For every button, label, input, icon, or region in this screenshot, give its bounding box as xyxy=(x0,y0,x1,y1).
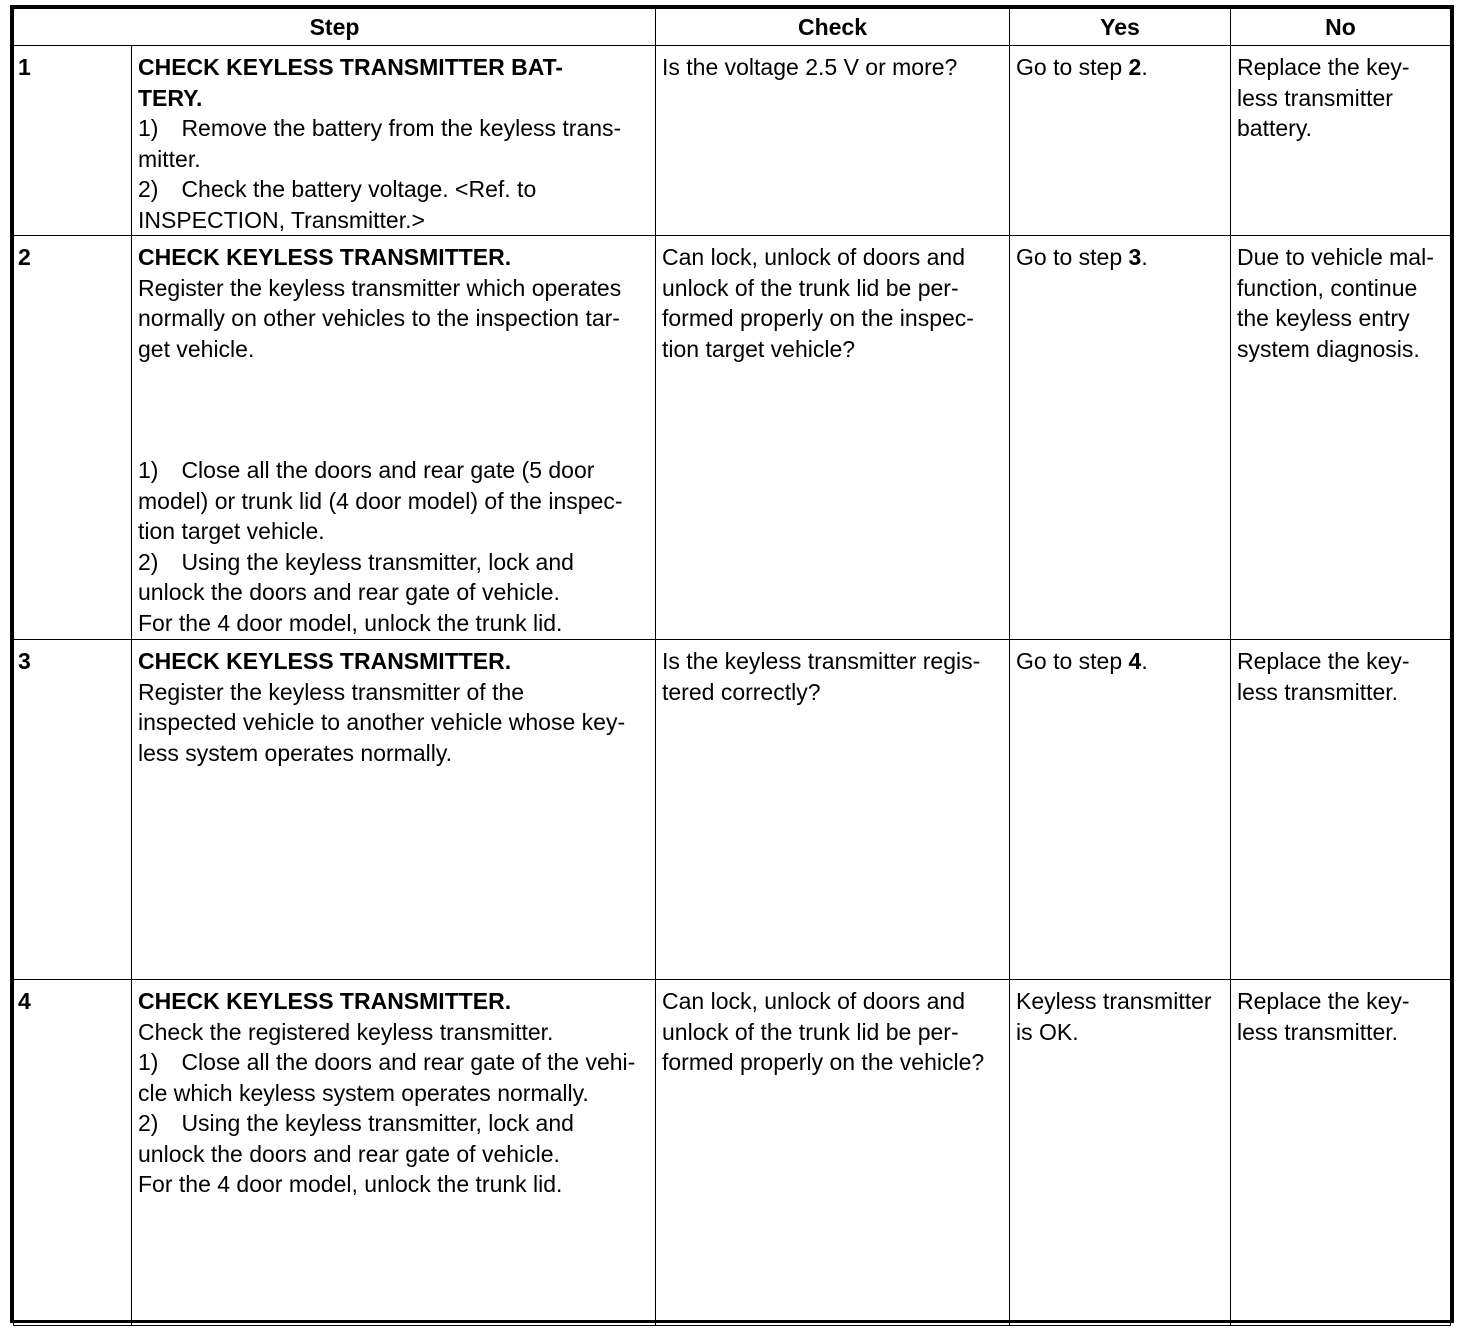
step-number-cell xyxy=(14,980,132,1326)
no-text-line: Due to vehicle mal- xyxy=(1237,244,1434,270)
no-text-line: less transmitter. xyxy=(1237,678,1399,705)
yes-text: Go to step xyxy=(1016,648,1129,674)
yes-step-ref: 3 xyxy=(1128,244,1142,270)
yes-cell xyxy=(1010,980,1231,1326)
step-text-line: normally on other vehicles to the inspection tar- xyxy=(138,305,620,331)
no-text-line: the keyless entry xyxy=(1237,305,1410,331)
step-text-line: 2) Using the keyless transmitter, lock and xyxy=(138,548,574,575)
step-text-line: For the 4 door model, unlock the trunk lid. xyxy=(138,609,563,636)
step-number: 1 xyxy=(18,54,31,80)
step-text-line: For the 4 door model, unlock the trunk lid. xyxy=(138,1171,563,1197)
check-text-line: unlock of the trunk lid be per- xyxy=(662,1018,959,1045)
step-text-line: model) or trunk lid (4 door model) of the inspec- xyxy=(138,487,623,514)
step-text-line: 2) Check the battery voltage. <Ref. to xyxy=(138,176,537,202)
step-text-line: tion target vehicle. xyxy=(138,518,325,544)
step-description-cell xyxy=(132,980,656,1326)
check-text-line: formed properly on the inspec- xyxy=(662,305,974,331)
check-text-line: Is the keyless transmitter regis- xyxy=(662,648,981,674)
step-title: CHECK KEYLESS TRANSMITTER. xyxy=(138,648,512,674)
no-text-line: Replace the key- xyxy=(1237,54,1410,80)
check-text-line: unlock of the trunk lid be per- xyxy=(662,274,959,301)
diagnosis-table-frame xyxy=(10,5,1454,1323)
step-text-line: 2) Using the keyless transmitter, lock and xyxy=(138,1110,574,1136)
no-cell xyxy=(1231,46,1451,236)
step-text-line: unlock the doors and rear gate of vehicle. xyxy=(138,579,560,605)
step-text-line: cle which keyless system operates normally. xyxy=(138,1079,589,1106)
check-cell xyxy=(656,46,1010,236)
check-text-line: Is the voltage 2.5 V or more? xyxy=(662,54,958,80)
step-text-line: 1) Close all the doors and rear gate of the vehi- xyxy=(138,1049,636,1075)
step-text-line: Register the keyless transmitter which operates xyxy=(138,274,622,301)
yes-step-ref: 2 xyxy=(1128,54,1142,80)
step-description-cell xyxy=(132,46,656,236)
table-header-row xyxy=(14,9,1451,46)
no-cell xyxy=(1231,640,1451,980)
check-cell xyxy=(656,236,1010,640)
step-text-line: 1) Remove the battery from the keyless trans- xyxy=(138,115,622,141)
step-text-line: 1) Close all the doors and rear gate (5 door xyxy=(138,457,595,483)
step-description-cell xyxy=(132,640,656,980)
header-yes: Yes xyxy=(1010,9,1231,46)
step-text-line: mitter. xyxy=(138,145,201,172)
yes-text: Go to step xyxy=(1016,244,1129,270)
no-cell xyxy=(1231,980,1451,1326)
step-title: CHECK KEYLESS TRANSMITTER. xyxy=(138,244,512,270)
no-text-line: system diagnosis. xyxy=(1237,335,1420,362)
check-text-line: formed properly on the vehicle? xyxy=(662,1049,985,1075)
no-text-line: Replace the key- xyxy=(1237,648,1410,674)
no-cell xyxy=(1231,236,1451,640)
yes-step-ref: 4 xyxy=(1128,648,1142,674)
yes-cell xyxy=(1010,236,1231,640)
no-text-line: function, continue xyxy=(1237,274,1418,301)
check-text-line: tion target vehicle? xyxy=(662,335,856,362)
step-number: 4 xyxy=(18,988,31,1014)
yes-cell xyxy=(1010,640,1231,980)
step-text-line: Check the registered keyless transmitter. xyxy=(138,1018,554,1045)
header-step: Step xyxy=(14,9,656,46)
no-text-line: less transmitter xyxy=(1237,84,1393,111)
no-text-line: less transmitter. xyxy=(1237,1018,1399,1045)
yes-text-suffix: . xyxy=(1141,648,1148,674)
step-number-cell xyxy=(14,46,132,236)
check-text-line: tered correctly? xyxy=(662,678,821,705)
yes-text: Go to step xyxy=(1016,54,1129,80)
yes-cell xyxy=(1010,46,1231,236)
step-text-line: INSPECTION, Transmitter.> xyxy=(138,206,425,233)
diagnosis-table xyxy=(13,8,1451,1326)
table-row xyxy=(14,46,1451,236)
check-text-line: Can lock, unlock of doors and xyxy=(662,244,966,270)
step-number-cell xyxy=(14,640,132,980)
step-number-cell xyxy=(14,236,132,640)
check-cell xyxy=(656,640,1010,980)
check-cell xyxy=(656,980,1010,1326)
step-text-line: inspected vehicle to another vehicle whose key- xyxy=(138,709,626,735)
yes-text-line: is OK. xyxy=(1016,1018,1079,1045)
header-no: No xyxy=(1231,9,1451,46)
step-text-line: Register the keyless transmitter of the xyxy=(138,678,525,705)
step-text-line: unlock the doors and rear gate of vehicle. xyxy=(138,1140,560,1167)
yes-text-suffix: . xyxy=(1141,244,1148,270)
header-check: Check xyxy=(656,9,1010,46)
table-row xyxy=(14,236,1451,640)
no-text-line: Replace the key- xyxy=(1237,988,1410,1014)
step-title: CHECK KEYLESS TRANSMITTER BAT- xyxy=(138,54,564,80)
no-text-line: battery. xyxy=(1237,115,1312,141)
yes-text-suffix: . xyxy=(1141,54,1148,80)
yes-text-line: Keyless transmitter xyxy=(1016,988,1212,1014)
step-number: 3 xyxy=(18,648,31,674)
table-row xyxy=(14,980,1451,1326)
step-title: CHECK KEYLESS TRANSMITTER. xyxy=(138,988,512,1014)
step-text-line: less system operates normally. xyxy=(138,739,453,766)
step-number: 2 xyxy=(18,244,31,270)
table-row xyxy=(14,640,1451,980)
step-title-continued: TERY. xyxy=(138,84,203,111)
spacer xyxy=(138,364,649,455)
check-text-line: Can lock, unlock of doors and xyxy=(662,988,966,1014)
step-text-line: get vehicle. xyxy=(138,335,255,362)
step-description-cell xyxy=(132,236,656,640)
